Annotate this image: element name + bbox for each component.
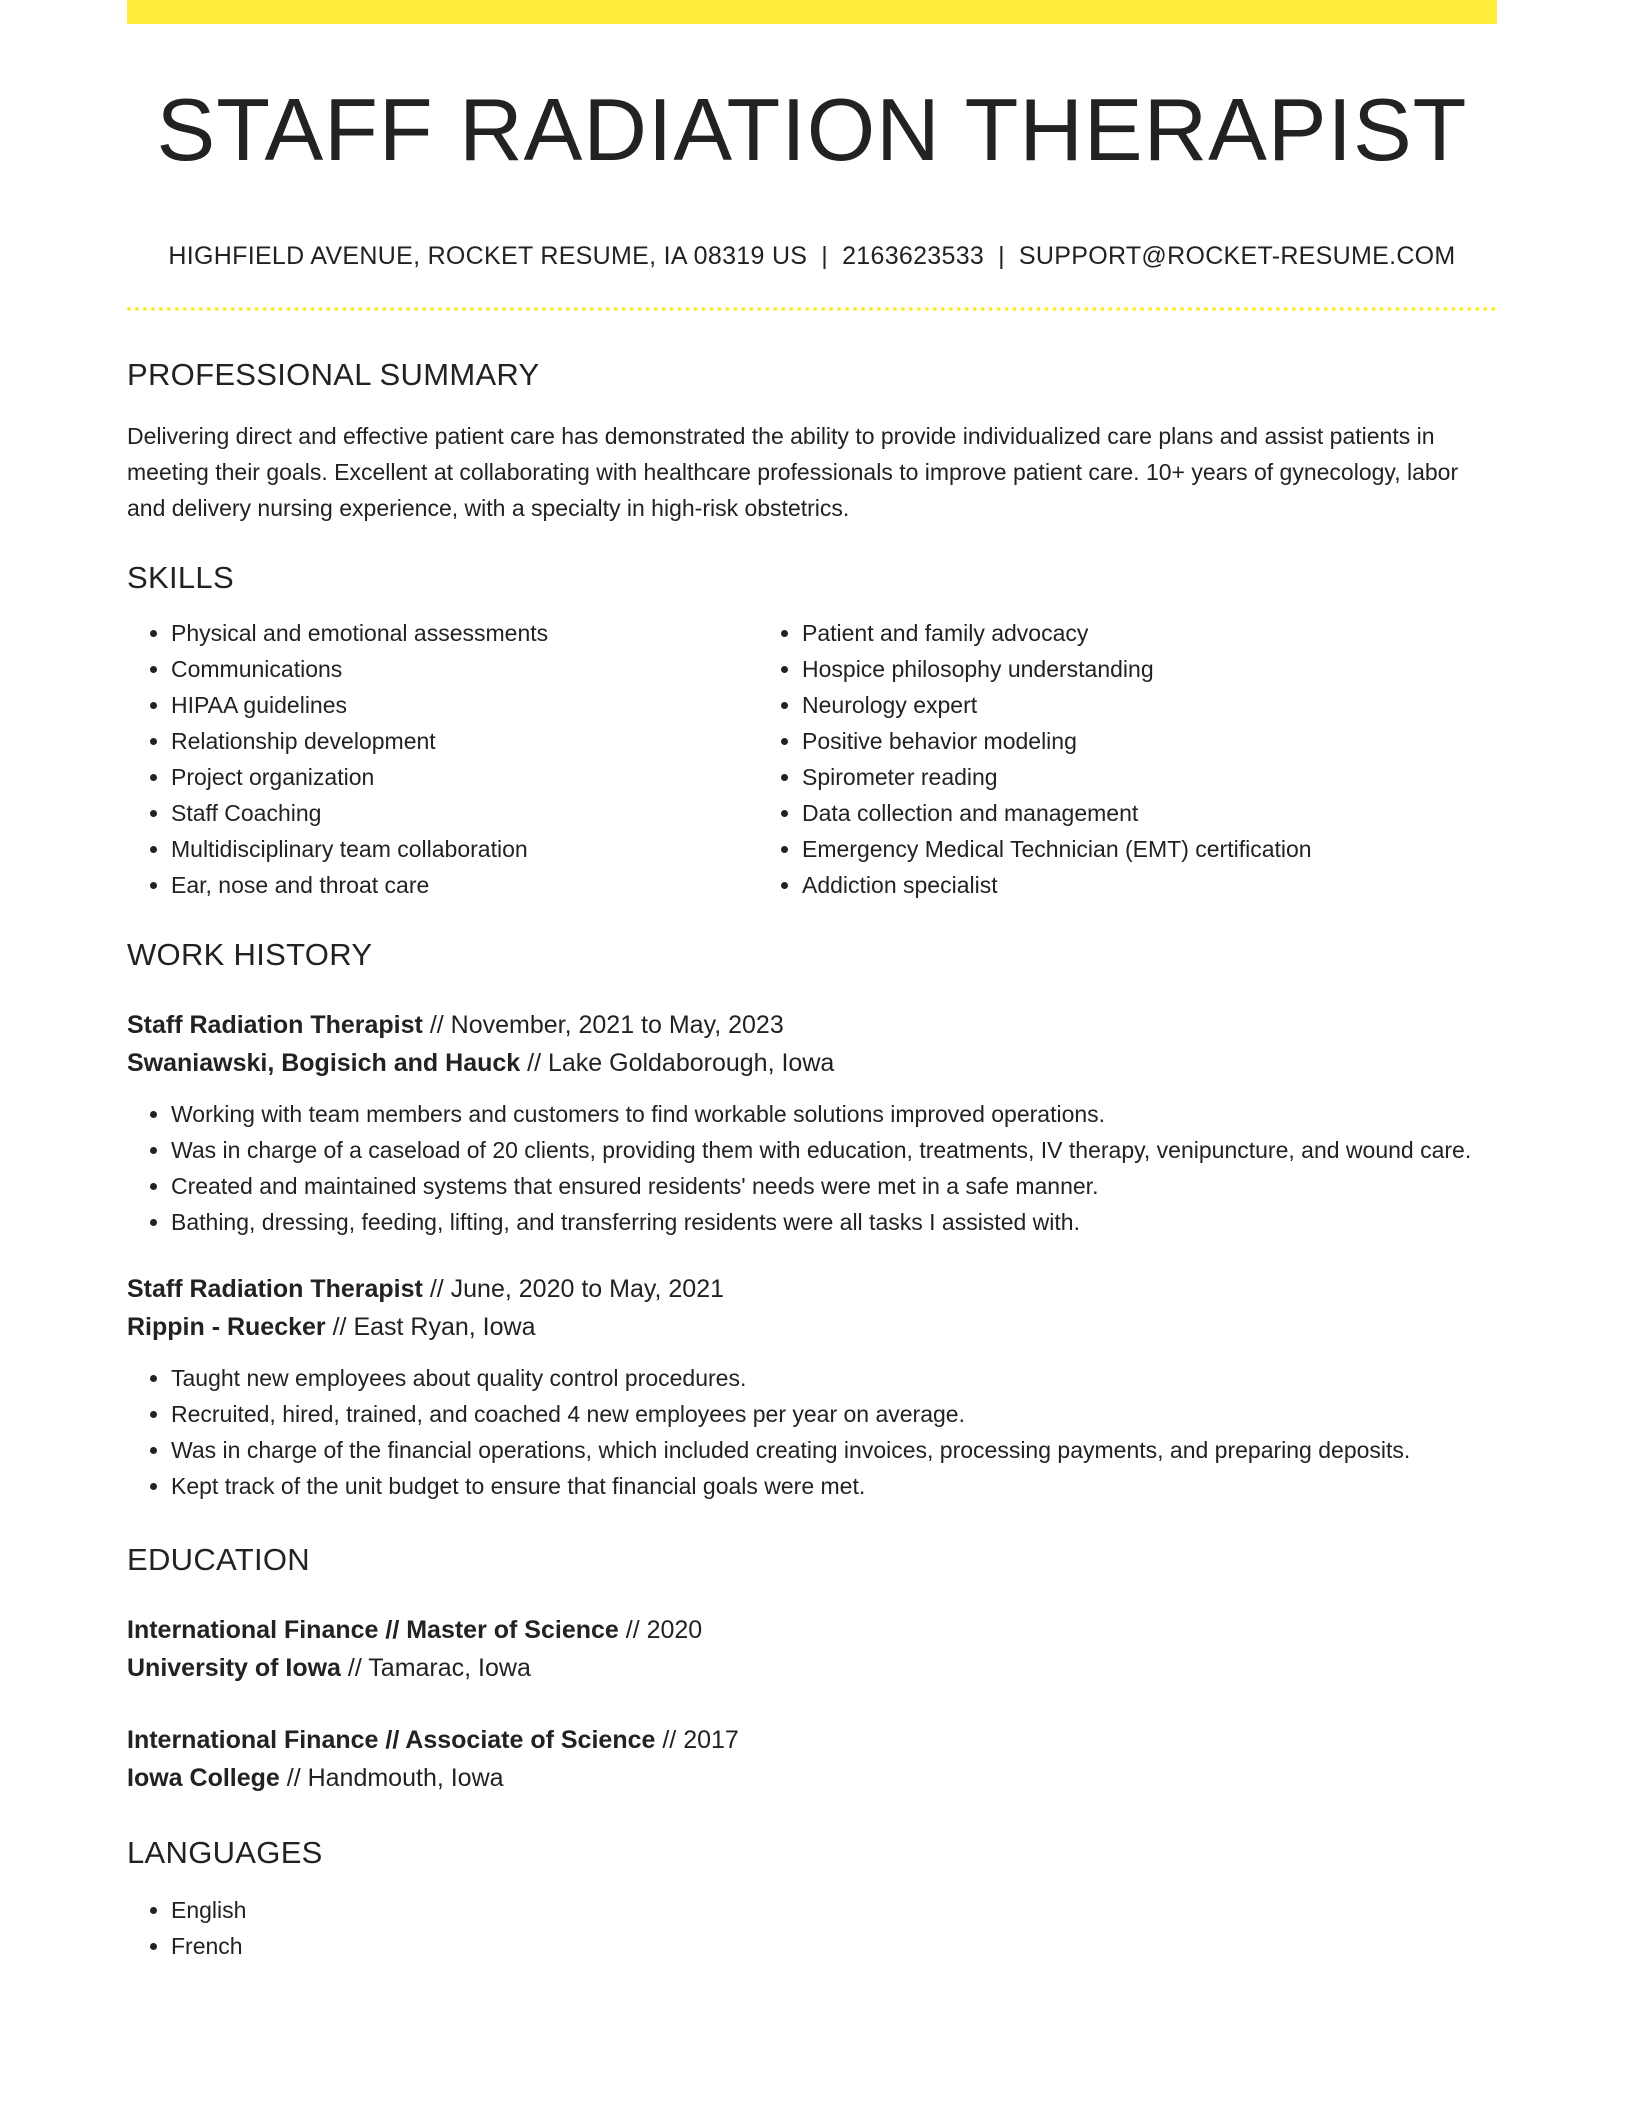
skill-item: • Relationship development [171, 723, 758, 759]
job-dates: // June, 2020 to May, 2021 [422, 1275, 724, 1303]
section-heading: SKILLS [127, 560, 234, 595]
skill-item: • Hospice philosophy understanding [802, 651, 1433, 687]
graduation-year: // 2017 [655, 1726, 739, 1754]
school-name: University of Iowa [127, 1654, 341, 1682]
contact-separator: | [998, 242, 1005, 270]
professional-summary-section [127, 359, 1497, 526]
education-section [127, 1544, 1497, 1797]
language-item: • French [171, 1928, 1497, 1964]
job-company: Swaniawski, Bogisich and Hauck [127, 1049, 521, 1077]
dotted-divider [127, 307, 1497, 311]
skill-item: • Staff Coaching [171, 795, 758, 831]
job-location: // Lake Goldaborough, Iowa [520, 1049, 835, 1077]
skills-list-left [127, 615, 758, 903]
skill-item: • Communications [171, 651, 758, 687]
contact-phone: 2163623533 [842, 242, 985, 270]
languages-section [127, 1837, 1497, 1964]
skill-item: • Addiction specialist [802, 867, 1433, 903]
section-heading: PROFESSIONAL SUMMARY [127, 357, 540, 392]
job-company-line [127, 1308, 1497, 1346]
school-location: // Handmouth, Iowa [279, 1764, 504, 1792]
work-history-section [127, 939, 1497, 1504]
top-accent-bar [127, 0, 1497, 24]
job-title: Staff Radiation Therapist [127, 1275, 423, 1303]
job-duty: • Bathing, dressing, feeding, lifting, and transferring residents were all tasks I assisted with. [171, 1204, 1497, 1240]
job-location: // East Ryan, Iowa [325, 1313, 536, 1341]
skill-item: • Project organization [171, 759, 758, 795]
section-heading: WORK HISTORY [127, 937, 373, 972]
school-location: // Tamarac, Iowa [340, 1654, 531, 1682]
school-line [127, 1649, 1497, 1687]
degree: International Finance // Associate of Science [127, 1726, 656, 1754]
job-duty: • Working with team members and customers to find workable solutions improved operations. [171, 1096, 1497, 1132]
skill-item: • Data collection and management [802, 795, 1433, 831]
job-dates: // November, 2021 to May, 2023 [422, 1011, 784, 1039]
candidate-name: STAFF RADIATION THERAPIST [156, 80, 1468, 179]
skills-columns [127, 615, 1497, 903]
languages-list [127, 1892, 1497, 1964]
job-company-line [127, 1044, 1497, 1082]
job-company: Rippin - Ruecker [127, 1313, 326, 1341]
job-duty: • Created and maintained systems that ensured residents' needs were met in a safe manner. [171, 1168, 1497, 1204]
job-duties-list [127, 1096, 1497, 1240]
school-name: Iowa College [127, 1764, 280, 1792]
skill-item: • Physical and emotional assessments [171, 615, 758, 651]
job-duties-list [127, 1360, 1497, 1504]
section-heading: EDUCATION [127, 1542, 310, 1577]
summary-text: Delivering direct and effective patient care has demonstrated the ability to provide individualized care plans and assist patients in meeting their goals. Excellent at collaborating with healthcare professionals to improve patient care. 10+ years of gynecology, labor and delivery nursing experience, with a specialty in high-risk obstetrics. [127, 423, 1459, 521]
skill-item: • Positive behavior modeling [802, 723, 1433, 759]
job-title-line [127, 1006, 1497, 1044]
job-duty: • Was in charge of a caseload of 20 clients, providing them with education, treatments, IV therapy, venipuncture, and wound care. [171, 1132, 1497, 1168]
contact-address: HIGHFIELD AVENUE, ROCKET RESUME, IA 08319 US [168, 242, 808, 270]
contact-email: SUPPORT@ROCKET-RESUME.COM [1018, 242, 1456, 270]
skill-item: • HIPAA guidelines [171, 687, 758, 723]
skill-item: • Multidisciplinary team collaboration [171, 831, 758, 867]
graduation-year: // 2020 [618, 1616, 703, 1644]
school-line [127, 1759, 1497, 1797]
education-entry [127, 1721, 1497, 1797]
job-entry [127, 1006, 1497, 1240]
degree-line [127, 1611, 1497, 1649]
job-duty: • Kept track of the unit budget to ensure that financial goals were met. [171, 1468, 1497, 1504]
degree: International Finance // Master of Science [127, 1616, 619, 1644]
job-entry [127, 1270, 1497, 1504]
job-duty: • Taught new employees about quality control procedures. [171, 1360, 1497, 1396]
skill-item: • Spirometer reading [802, 759, 1433, 795]
language-item: • English [171, 1892, 1497, 1928]
resume-page [127, 0, 1497, 1964]
skills-section [127, 562, 1497, 903]
job-title: Staff Radiation Therapist [127, 1011, 423, 1039]
skills-list-right [758, 615, 1433, 903]
skill-item: • Neurology expert [802, 687, 1433, 723]
job-duty: • Recruited, hired, trained, and coached 4 new employees per year on average. [171, 1396, 1497, 1432]
job-duty: • Was in charge of the financial operations, which included creating invoices, processing payments, and preparing deposits. [171, 1432, 1497, 1468]
skill-item: • Patient and family advocacy [802, 615, 1433, 651]
skill-item: • Ear, nose and throat care [171, 867, 758, 903]
contact-separator: | [821, 242, 829, 270]
contact-line [127, 244, 1497, 269]
degree-line [127, 1721, 1497, 1759]
education-entry [127, 1611, 1497, 1687]
job-title-line [127, 1270, 1497, 1308]
section-heading: LANGUAGES [127, 1835, 323, 1870]
skill-item: • Emergency Medical Technician (EMT) certification [802, 831, 1433, 867]
